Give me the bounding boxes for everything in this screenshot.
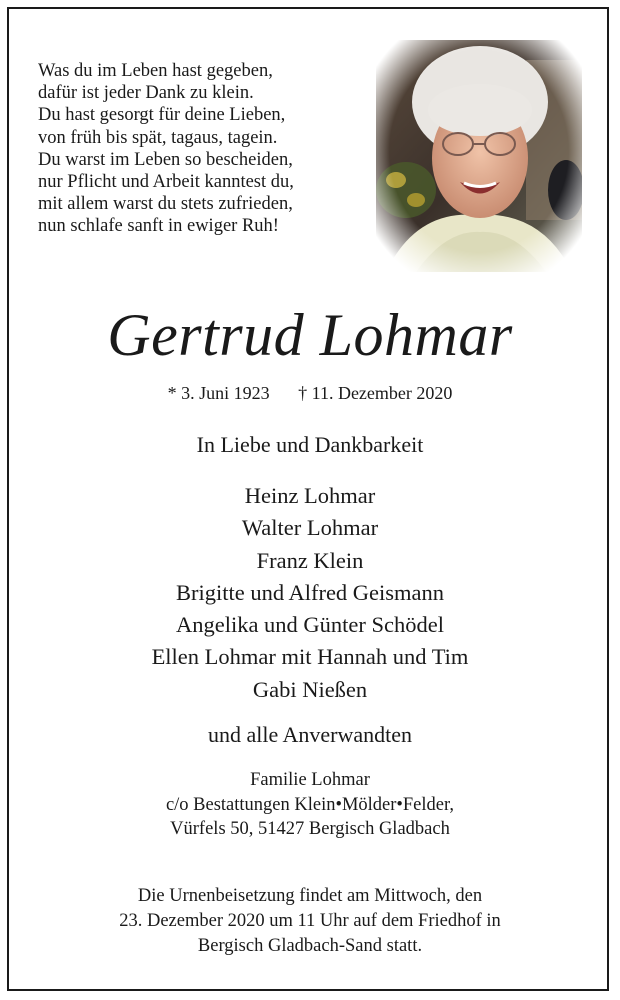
mourner: Ellen Lohmar mit Hannah und Tim xyxy=(151,644,469,670)
funeral-line: 23. Dezember 2020 um 11 Uhr auf dem Friedhof in xyxy=(119,911,501,931)
contact-line: c/o Bestattungen Klein•Mölder•Felder, xyxy=(165,794,455,815)
poem-line: Du hast gesorgt für deine Lieben, xyxy=(38,105,286,126)
contact-line: Familie Lohmar xyxy=(250,770,370,790)
poem-line: Was du im Leben hast gegeben, xyxy=(38,61,273,81)
poem-line: dafür ist jeder Dank zu klein. xyxy=(38,83,254,104)
mourner: Heinz Lohmar xyxy=(244,483,376,508)
mourner: Brigitte und Alfred Geismann xyxy=(175,579,445,605)
poem-line: von früh bis spät, tagaus, tagein. xyxy=(38,127,278,148)
poem-line: nur Pflicht und Arbeit kanntest du, xyxy=(38,172,294,193)
mourners-list xyxy=(0,480,620,706)
dedication: In Liebe und Dankbarkeit xyxy=(196,432,424,457)
death-date: † 11. Dezember 2020 xyxy=(298,383,453,403)
life-dates xyxy=(0,383,620,404)
portrait-photo xyxy=(376,40,582,272)
contact-address xyxy=(0,768,620,842)
mourner: Franz Klein xyxy=(256,547,364,573)
funeral-line: Die Urnenbeisetzung findet am Mittwoch, den xyxy=(137,886,483,906)
mourner: Angelika und Günter Schödel xyxy=(175,612,445,638)
funeral-info xyxy=(0,884,620,959)
relatives-line: und alle Anverwandten xyxy=(207,722,413,747)
mourner: Walter Lohmar xyxy=(241,515,379,541)
funeral-line: Bergisch Gladbach-Sand statt. xyxy=(197,936,423,956)
mourner: Gabi Nießen xyxy=(252,676,368,702)
poem-line: mit allem warst du stets zufrieden, xyxy=(38,194,293,215)
contact-line: Vürfels 50, 51427 Bergisch Gladbach xyxy=(170,819,450,839)
portrait-image xyxy=(376,40,582,272)
poem-line: nun schlafe sanft in ewiger Ruh! xyxy=(38,216,279,237)
poem xyxy=(38,60,368,238)
deceased-name: Gertrud Lohmar xyxy=(107,302,513,368)
birth-date: * 3. Juni 1923 xyxy=(167,383,270,403)
poem-line: Du warst im Leben so bescheiden, xyxy=(38,149,293,170)
